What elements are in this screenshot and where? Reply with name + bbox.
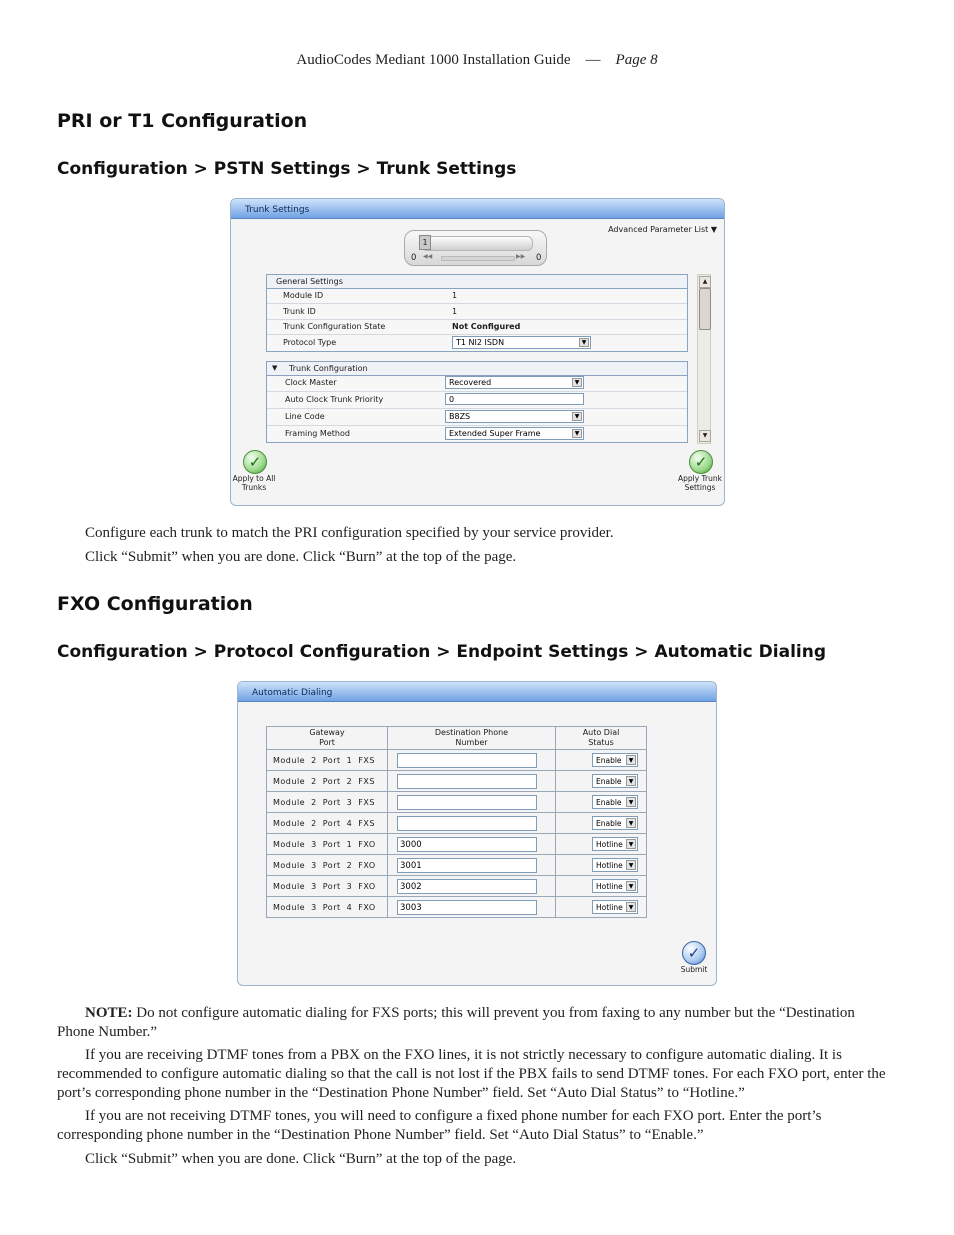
- gateway-port-cell: Module 2 Port 2 FXS: [267, 771, 388, 792]
- auto-dial-status-value: Hotline: [596, 903, 623, 912]
- header-separator: —: [585, 52, 601, 68]
- auto-dial-status-value: Hotline: [596, 861, 623, 870]
- clock-master-select[interactable]: [445, 376, 584, 389]
- clock-master-label: Clock Master: [285, 378, 337, 387]
- table-header-row: [267, 727, 647, 750]
- gateway-port-cell: Module 3 Port 3 FXO: [267, 876, 388, 897]
- dropdown-arrow-icon: ▼: [626, 881, 636, 891]
- destination-number-input[interactable]: [397, 795, 537, 810]
- gateway-port-cell: Module 2 Port 4 FXS: [267, 813, 388, 834]
- auto-dial-status-select[interactable]: [592, 900, 638, 914]
- paragraph-dtmf-receiving: If you are receiving DTMF tones from a PBX on the FXO lines, it is not strictly necessary to configure automatic dialing. It is recommended to configure automatic dialing so that the call is not lost if the PBX fails to send DTMF tones. For each FXO port, enter the port’s corresponding phone number in the “Destination Phone Number” field. Set “Auto Dial Status” to “Hotline.”: [57, 1047, 886, 1101]
- menu-path-automatic-dialing: Configuration > Protocol Configuration > Endpoint Settings > Automatic Dialing: [57, 642, 827, 662]
- trunk-configuration-title: Trunk Configuration: [289, 364, 368, 373]
- auto-dial-status-value: Enable: [596, 777, 622, 786]
- row-divider: [267, 319, 687, 320]
- trunk-id-label: Trunk ID: [283, 307, 316, 316]
- menu-path-trunk-settings: Configuration > PSTN Settings > Trunk Settings: [57, 159, 517, 179]
- module-id-label: Module ID: [283, 291, 324, 300]
- table-row: [267, 771, 647, 792]
- row-divider: [267, 303, 687, 304]
- dropdown-arrow-icon: ▼: [626, 860, 636, 870]
- column-header-auto-dial-status: Auto Dial Status: [556, 727, 647, 750]
- table-row: [267, 792, 647, 813]
- dropdown-arrow-icon: ▼: [626, 818, 636, 828]
- automatic-dialing-panel: [237, 681, 717, 986]
- protocol-type-label: Protocol Type: [283, 338, 337, 347]
- trunk-settings-title: Trunk Settings: [231, 199, 724, 219]
- note-label: NOTE:: [85, 1005, 133, 1021]
- table-row: [267, 855, 647, 876]
- trunk-id-value: 1: [452, 307, 458, 316]
- table-row: [267, 834, 647, 855]
- auto-dial-status-value: Enable: [596, 798, 622, 807]
- submit-check-icon[interactable]: ✓: [682, 941, 706, 965]
- auto-dial-status-value: Hotline: [596, 882, 623, 891]
- dropdown-arrow-icon: ▼: [626, 839, 636, 849]
- row-divider: [267, 408, 687, 409]
- dropdown-arrow-icon: ▼: [626, 776, 636, 786]
- auto-dial-status-select[interactable]: [592, 795, 638, 809]
- paragraph-submit-burn-1: Click “Submit” when you are done. Click “Burn” at the top of the page.: [85, 549, 517, 565]
- line-code-label: Line Code: [285, 412, 325, 421]
- submit-button[interactable]: Submit: [680, 965, 708, 974]
- gateway-port-cell: Module 3 Port 1 FXO: [267, 834, 388, 855]
- paragraph-configure-trunk: Configure each trunk to match the PRI configuration specified by your service provider.: [85, 525, 614, 541]
- module-id-value: 1: [452, 291, 458, 300]
- protocol-type-value: T1 NI2 ISDN: [456, 338, 505, 347]
- general-settings-section: [266, 274, 688, 352]
- advanced-parameter-list-link[interactable]: Advanced Parameter List ▼: [608, 225, 717, 234]
- apply-trunk-settings-check-icon[interactable]: ✓: [689, 450, 713, 474]
- trunk-selector-track: [421, 236, 533, 251]
- trunk-selector-right-count: 0: [536, 253, 542, 263]
- gateway-port-cell: Module 2 Port 3 FXS: [267, 792, 388, 813]
- dropdown-arrow-icon: ▼: [626, 797, 636, 807]
- auto-dial-status-select[interactable]: [592, 816, 638, 830]
- table-row: [267, 813, 647, 834]
- auto-dial-status-select[interactable]: [592, 879, 638, 893]
- row-divider: [267, 391, 687, 392]
- section-heading-fxo: FXO Configuration: [57, 593, 253, 615]
- auto-dial-status-value: Hotline: [596, 840, 623, 849]
- table-row: [267, 897, 647, 918]
- automatic-dialing-table: [266, 726, 647, 918]
- scroll-thumb[interactable]: [699, 288, 711, 330]
- dropdown-arrow-icon: ▼: [579, 338, 589, 347]
- collapse-triangle-icon[interactable]: ▼: [272, 364, 278, 372]
- dropdown-arrow-icon: ▼: [572, 378, 582, 387]
- destination-number-input[interactable]: 3002: [397, 879, 537, 894]
- framing-method-label: Framing Method: [285, 429, 350, 438]
- trunk-config-state-value: Not Configured: [452, 322, 521, 331]
- paragraph-submit-burn-2: Click “Submit” when you are done. Click “Burn” at the top of the page.: [85, 1151, 517, 1167]
- destination-number-input[interactable]: [397, 774, 537, 789]
- dropdown-arrow-icon: ▼: [572, 412, 582, 421]
- destination-number-input[interactable]: 3001: [397, 858, 537, 873]
- document-title: AudioCodes Mediant 1000 Installation Guide: [296, 52, 571, 68]
- next-arrow-icon[interactable]: ▶▶: [516, 253, 526, 260]
- general-settings-header: [267, 275, 687, 289]
- running-header: [0, 52, 954, 69]
- clock-master-value: Recovered: [449, 378, 492, 387]
- gateway-port-cell: Module 3 Port 2 FXO: [267, 855, 388, 876]
- apply-all-trunks-check-icon[interactable]: ✓: [243, 450, 267, 474]
- auto-clock-priority-input[interactable]: 0: [445, 393, 584, 405]
- row-divider: [267, 425, 687, 426]
- auto-dial-status-value: Enable: [596, 756, 622, 765]
- apply-all-trunks-button[interactable]: Apply to All Trunks: [232, 474, 276, 492]
- line-code-value: B8ZS: [449, 412, 471, 421]
- trunk-settings-panel: [230, 198, 725, 506]
- column-header-gateway-port: Gateway Port: [267, 727, 388, 750]
- dropdown-arrow-icon: ▼: [710, 225, 717, 234]
- gateway-port-cell: Module 2 Port 1 FXS: [267, 750, 388, 771]
- destination-number-input[interactable]: 3000: [397, 837, 537, 852]
- section-heading-pri: PRI or T1 Configuration: [57, 110, 308, 132]
- framing-method-value: Extended Super Frame: [449, 429, 541, 438]
- trunk-configuration-header[interactable]: [267, 362, 687, 376]
- trunk-scroll-bar: [441, 256, 515, 261]
- note-text: Do not configure automatic dialing for FXS ports; this will prevent you from faxing to any number but the “Destination Phone Number.”: [57, 1005, 855, 1040]
- apply-trunk-settings-button[interactable]: Apply Trunk Settings: [678, 474, 722, 492]
- general-settings-title: General Settings: [276, 277, 343, 286]
- destination-number-input[interactable]: 3003: [397, 900, 537, 915]
- dropdown-arrow-icon: ▼: [572, 429, 582, 438]
- trunk-selector-current[interactable]: 1: [419, 235, 431, 250]
- auto-dial-status-value: Enable: [596, 819, 622, 828]
- automatic-dialing-title: Automatic Dialing: [238, 682, 716, 702]
- gateway-port-cell: Module 3 Port 4 FXO: [267, 897, 388, 918]
- auto-dial-status-select[interactable]: [592, 753, 638, 767]
- note-paragraph: [57, 1004, 887, 1042]
- table-row: [267, 750, 647, 771]
- auto-dial-status-select[interactable]: [592, 774, 638, 788]
- framing-method-select[interactable]: [445, 427, 584, 440]
- trunk-selector-left-count: 0: [411, 253, 417, 263]
- trunk-selector[interactable]: [404, 230, 547, 266]
- trunk-config-state-label: Trunk Configuration State: [283, 322, 386, 331]
- table-row: [267, 876, 647, 897]
- auto-dial-status-select[interactable]: [592, 837, 638, 851]
- paragraph-dtmf-not-receiving: If you are not receiving DTMF tones, you will need to configure a fixed phone number for each FXO port. Enter the port’s corresponding phone number in the “Destination Phone Number” field. Set “Auto Dial Status” to “Enable.”: [57, 1108, 822, 1143]
- dropdown-arrow-icon: ▼: [626, 902, 636, 912]
- prev-arrow-icon[interactable]: ◀◀: [423, 253, 433, 260]
- row-divider: [267, 334, 687, 335]
- destination-number-input[interactable]: [397, 816, 537, 831]
- line-code-select[interactable]: [445, 410, 584, 423]
- destination-number-input[interactable]: [397, 753, 537, 768]
- dropdown-arrow-icon: ▼: [626, 755, 636, 765]
- protocol-type-select[interactable]: [452, 336, 591, 349]
- auto-dial-status-select[interactable]: [592, 858, 638, 872]
- trunk-configuration-section: [266, 361, 688, 443]
- scroll-up-icon[interactable]: ▲: [699, 276, 711, 288]
- page-number: Page 8: [615, 52, 658, 68]
- auto-clock-priority-label: Auto Clock Trunk Priority: [285, 395, 384, 404]
- scroll-down-icon[interactable]: ▼: [699, 430, 711, 442]
- settings-scrollbar[interactable]: [697, 274, 711, 444]
- column-header-destination-number: Destination Phone Number: [388, 727, 556, 750]
